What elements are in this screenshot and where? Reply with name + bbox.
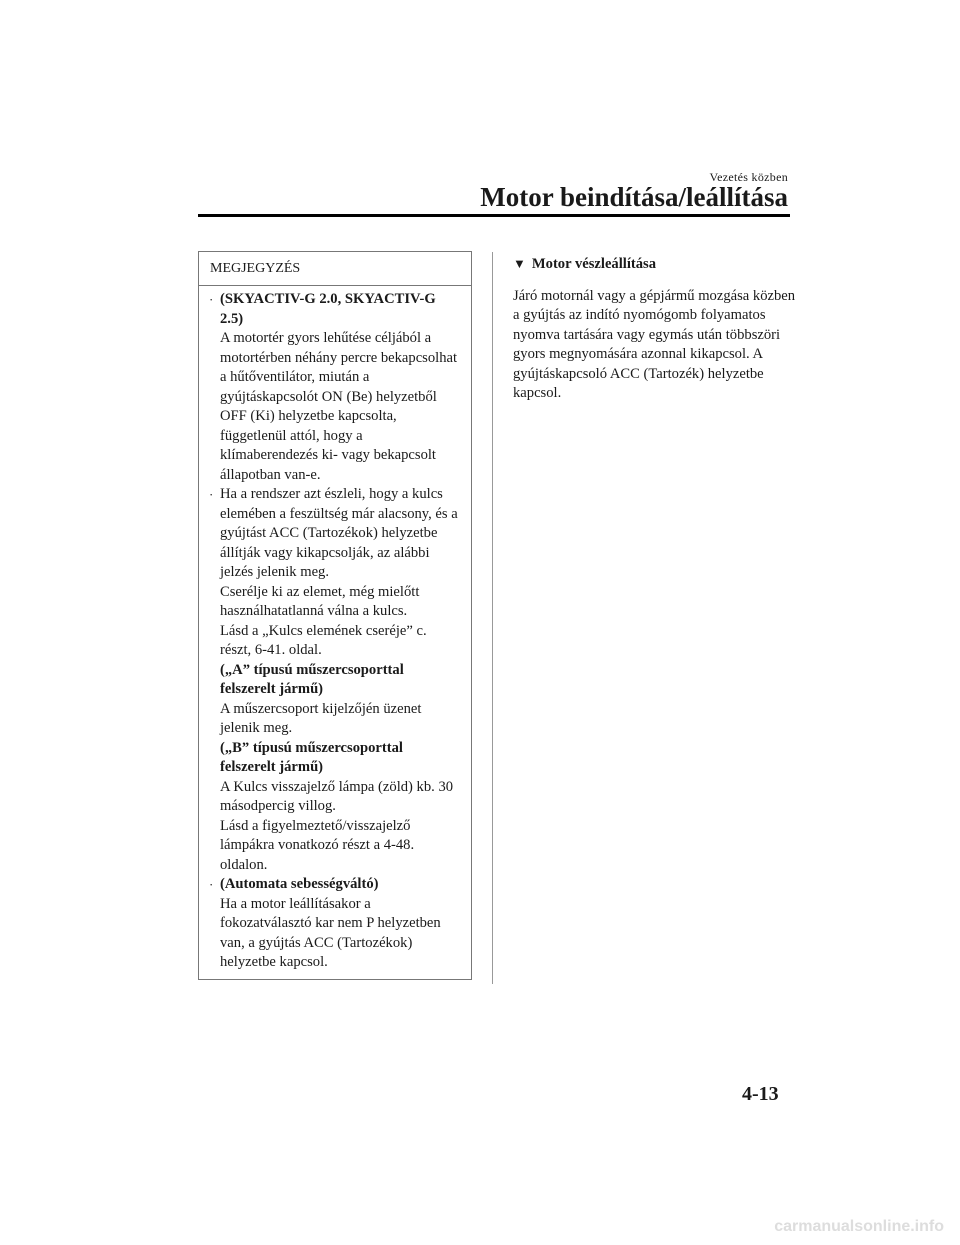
note-item-text: Lásd a „Kulcs elemének cseréje” c. részt, 6-41. oldal.	[220, 622, 427, 658]
note-item-2	[209, 485, 461, 875]
note-subtitle: („A” típusú műszercsoporttal felszerelt jármű)	[220, 661, 404, 697]
page-number: 4-13	[742, 1083, 779, 1105]
column-divider	[492, 252, 493, 984]
note-item-3	[209, 875, 461, 973]
subheading	[513, 254, 798, 275]
note-subtitle: („B” típusú műszercsoporttal felszerelt jármű)	[220, 739, 403, 775]
note-body	[199, 286, 471, 973]
note-heading: MEGJEGYZÉS	[199, 252, 471, 286]
note-item-1	[209, 290, 461, 485]
section-label: Vezetés közben	[709, 170, 788, 184]
note-item-text: A motortér gyors lehűtése céljából a motortérben néhány percre bekapcsolhat a hűtőventilátor, miután a gyújtáskapcsolót ON (Be) helyzetből OFF (Ki) helyzetbe kapcsolta, függetlenül attól, hogy a klímaberendezés ki- vagy bekapcsolt állapotban van-e.	[220, 330, 458, 483]
header-rule	[198, 214, 790, 217]
note-item-text: Ha a motor leállításakor a fokozatválasztó kar nem P helyzetben van, a gyújtás ACC (Tartozékok) helyzetbe kapcsol.	[220, 895, 441, 970]
bullet-icon: ·	[209, 292, 214, 307]
note-item-text: A Kulcs visszajelző lámpa (zöld) kb. 30 másodpercig villog.	[220, 778, 454, 814]
note-box	[198, 251, 472, 980]
watermark: carmanualsonline.info	[774, 1218, 944, 1235]
bullet-icon: ·	[209, 487, 214, 502]
note-item-title: (SKYACTIV-G 2.0, SKYACTIV-G 2.5)	[220, 291, 436, 327]
note-item-title: (Automata sebességváltó)	[220, 876, 379, 892]
bullet-icon: ·	[209, 877, 214, 892]
page-title: Motor beindítása/leállítása	[480, 182, 788, 212]
right-column	[513, 254, 798, 404]
subheading-text: Motor vészleállítása	[531, 256, 657, 272]
note-item-text: A műszercsoport kijelzőjén üzenet jelenik meg.	[220, 700, 422, 736]
note-item-text: Ha a rendszer azt észleli, hogy a kulcs elemében a feszültség már alacsony, és a gyújtást ACC (Tartozékok) helyzetbe állítják vagy kikapcsolják, az alábbi jelzés jelenik meg.	[220, 486, 458, 580]
note-item-text: Cserélje ki az elemet, még mielőtt használhatatlanná válna a kulcs.	[220, 583, 420, 619]
body-text: Járó motornál vagy a gépjármű mozgása közben a gyújtás az indító nyomógomb folyamatos nyomva tartására vagy egymás után többszöri gyors megnyomására azonnal kikapcsol. A gyújtáskapcsoló ACC (Tartozék) helyzetbe kapcsol.	[513, 287, 796, 401]
note-item-text: Lásd a figyelmeztető/visszajelző lámpákra vonatkozó részt a 4-48. oldalon.	[220, 817, 415, 873]
triangle-down-icon: ▼	[513, 256, 526, 271]
